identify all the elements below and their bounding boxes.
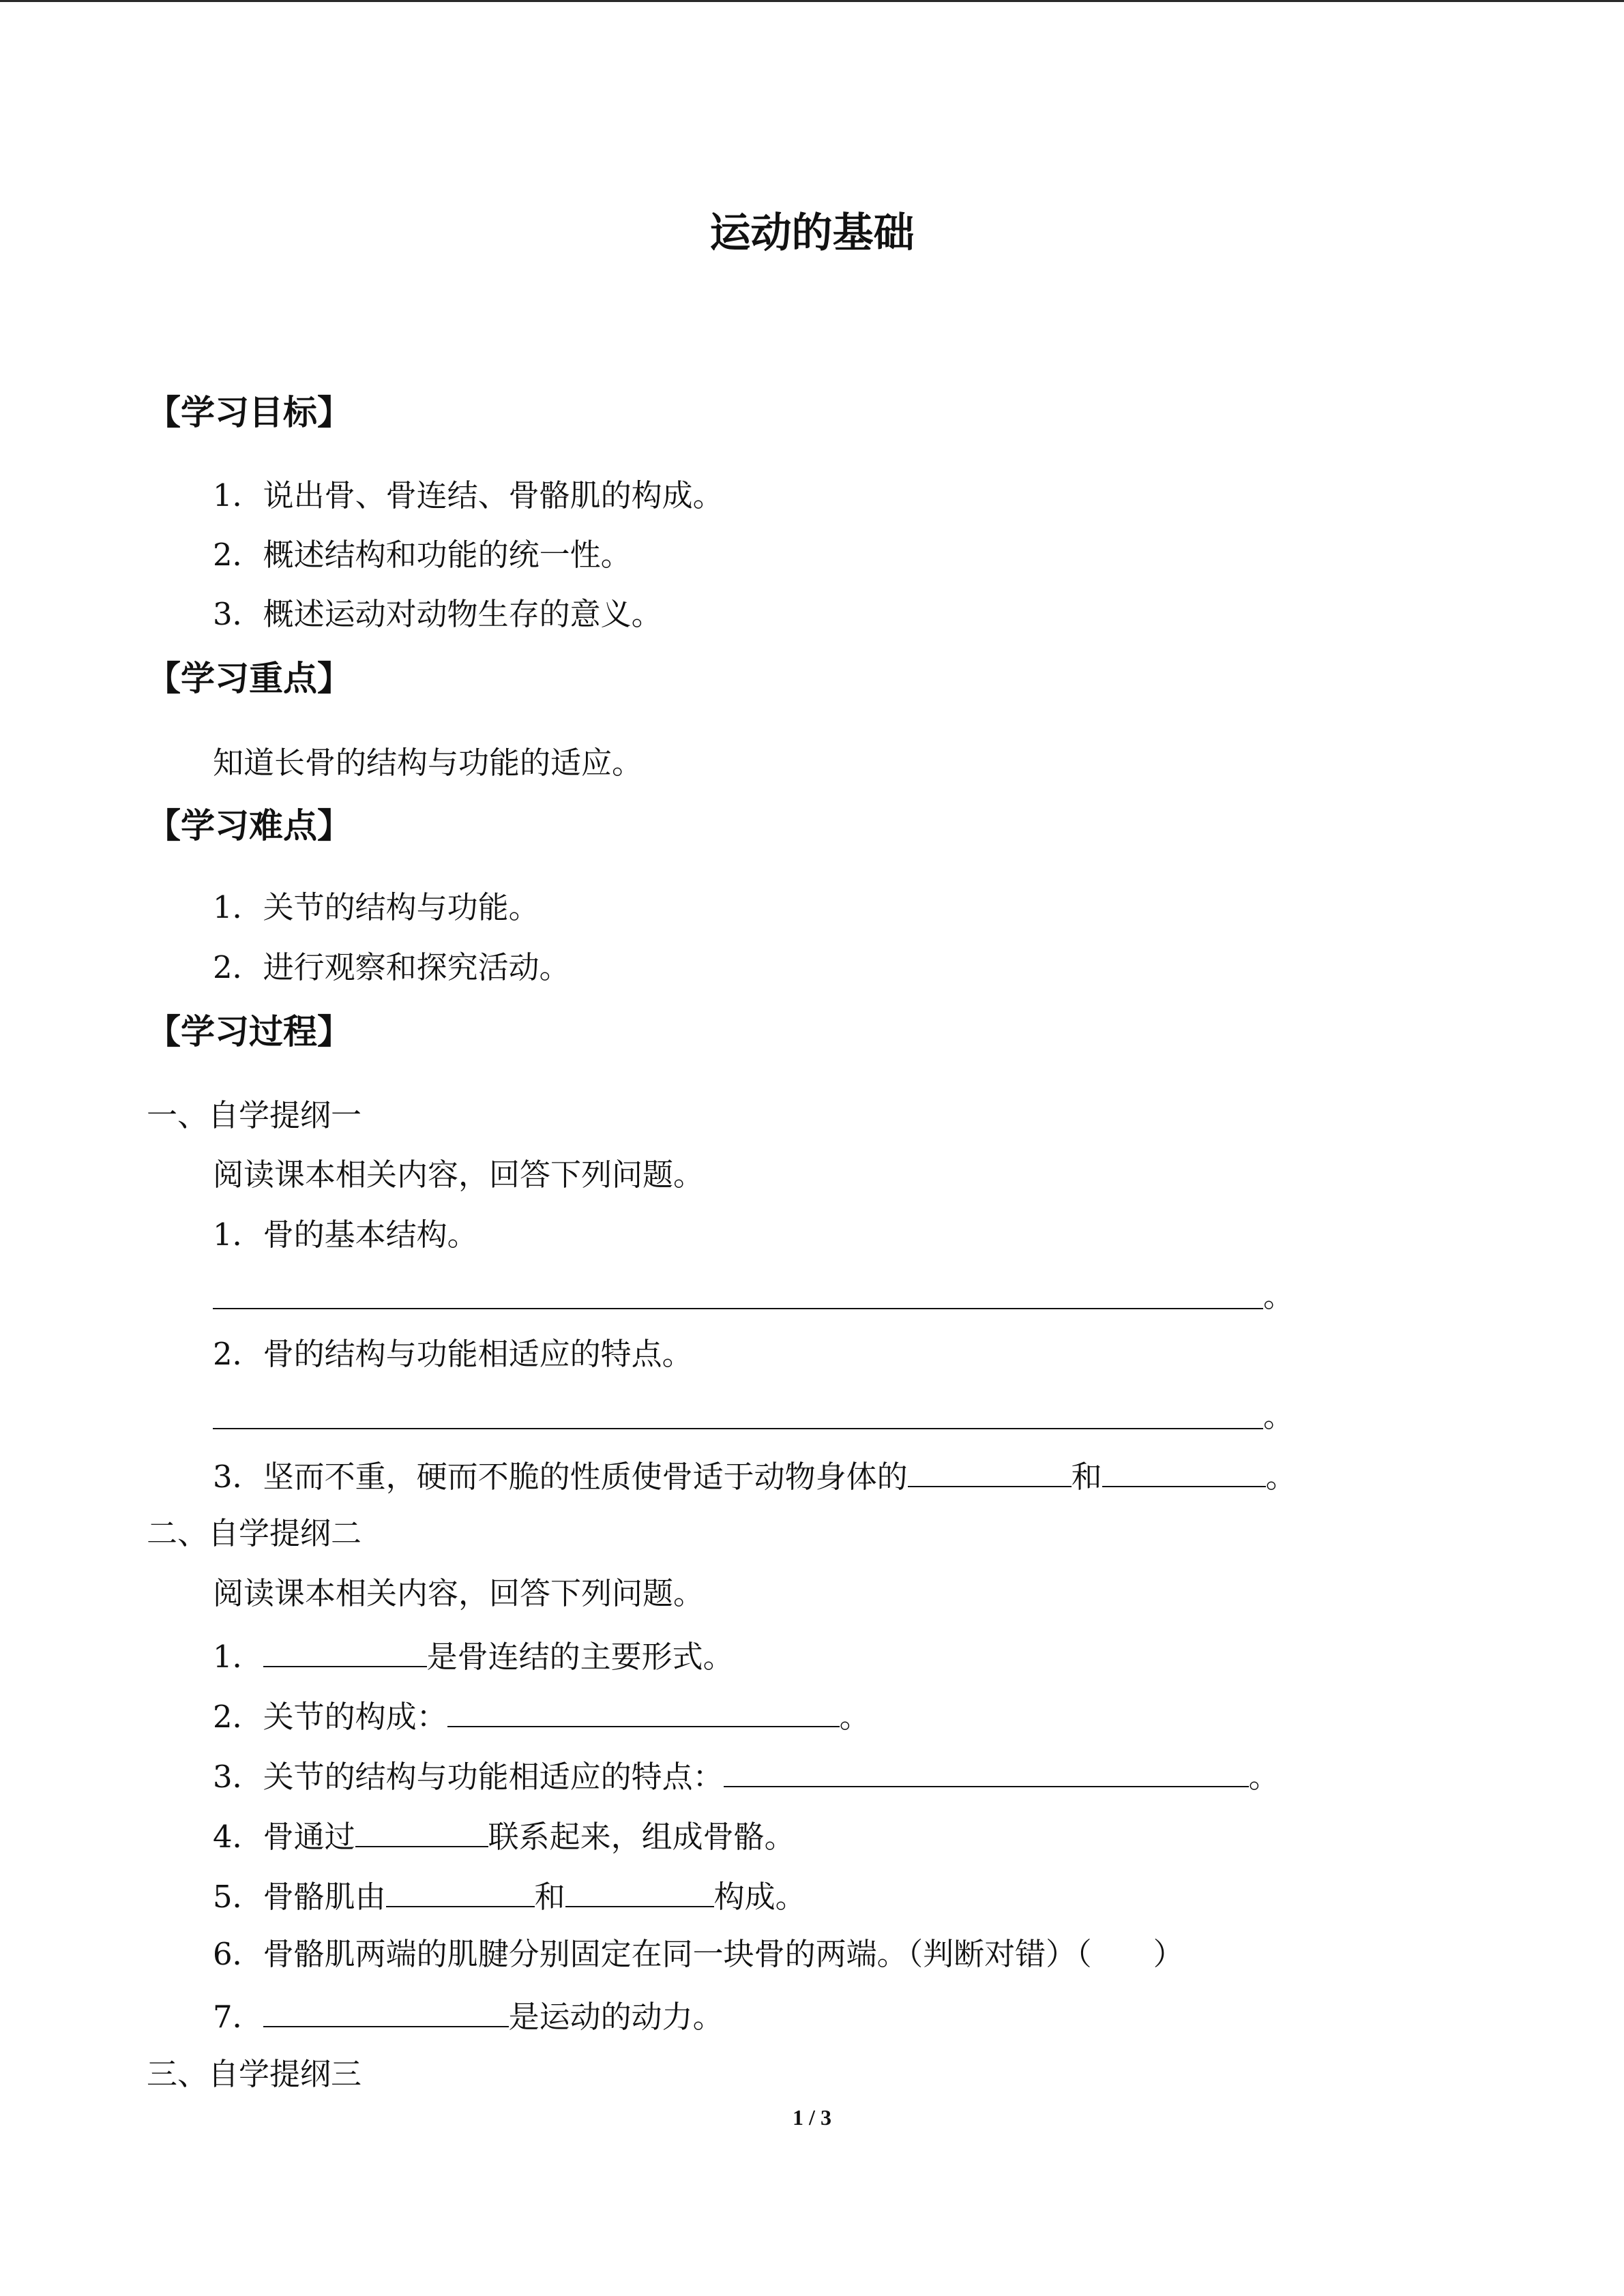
answer-blank-line-2[interactable] [213,1428,1263,1429]
q7-text: 是运动的动力。 [508,1999,724,2035]
q5-text-before: 5．骨骼肌由 [213,1879,386,1915]
outline-2-question-5 [213,1879,806,1915]
q5-text-end: 构成。 [713,1879,806,1915]
answer-line-1-period: 。 [1263,1278,1295,1314]
key-point-text: 知道长骨的结构与功能的适应。 [213,745,643,781]
q2-blank[interactable] [447,1699,840,1727]
outline-1-question-2: 2．骨的结构与功能相适应的特点。 [213,1336,693,1372]
outline-1-question-1: 1．骨的基本结构。 [213,1217,478,1253]
heading-process: 【学习过程】 [147,1012,351,1052]
q7-blank[interactable] [263,1999,509,2027]
q5-text-and: 和 [534,1879,565,1915]
heading-difficulties: 【学习难点】 [147,806,351,846]
q3-end: 。 [1248,1759,1280,1795]
outline-1-title: 一、自学提纲一 [147,1097,362,1133]
difficulty-item-2: 2．进行观察和探究活动。 [213,949,570,985]
objective-item-3: 3．概述运动对动物生存的意义。 [213,596,662,632]
outline-2-question-7 [213,1999,724,2035]
q2-text: 2．关节的构成： [213,1699,447,1735]
outline-2-intro: 阅读课本相关内容，回答下列问题。 [213,1575,705,1611]
answer-line-2-period: 。 [1263,1398,1295,1434]
q3-text: 3．关节的结构与功能相适应的特点： [213,1759,724,1795]
heading-objectives: 【学习目标】 [147,393,351,432]
q3-blank[interactable] [724,1759,1249,1787]
q3-blank-2[interactable] [1102,1459,1266,1487]
q3-text-and: 和 [1071,1459,1102,1495]
q3-text-before: 3．坚而不重，硬而不脆的性质使骨适于动物身体的 [213,1459,908,1495]
outline-2-question-2 [213,1699,870,1735]
outline-3-title: 三、自学提纲三 [147,2056,362,2092]
page-top-border [0,0,1624,2]
difficulty-item-1: 1．关节的结构与功能。 [213,889,540,925]
answer-blank-line-1[interactable] [213,1308,1263,1309]
objective-item-2: 2．概述结构和功能的统一性。 [213,537,632,573]
outline-1-question-3 [213,1459,1297,1495]
outline-2-question-1 [213,1639,734,1675]
q1-number: 1． [213,1639,263,1675]
outline-2-question-4 [213,1819,795,1855]
objective-item-1: 1．说出骨、骨连结、骨骼肌的构成。 [213,477,724,513]
q5-blank-2[interactable] [565,1879,714,1907]
q3-text-end: 。 [1265,1459,1297,1495]
q4-text-after: 联系起来，组成骨骼。 [488,1819,795,1855]
q1-text: 是骨连结的主要形式。 [426,1639,734,1675]
q1-blank[interactable] [263,1639,427,1667]
q3-blank-1[interactable] [908,1459,1072,1487]
q7-number: 7． [213,1999,263,2035]
outline-2-question-6: 6．骨骼肌两端的肌腱分别固定在同一块骨的两端。（判断对错）（ ） [213,1936,1184,1972]
outline-2-title: 二、自学提纲二 [147,1515,362,1551]
q5-blank-1[interactable] [386,1879,535,1907]
page-number: 1 / 3 [793,2105,831,2130]
q2-end: 。 [839,1699,870,1735]
outline-1-intro: 阅读课本相关内容，回答下列问题。 [213,1157,705,1193]
q4-blank[interactable] [355,1819,488,1847]
document-title: 运动的基础 [709,209,915,257]
heading-key-points: 【学习重点】 [147,659,351,698]
outline-2-question-3 [213,1759,1280,1795]
q4-text-before: 4．骨通过 [213,1819,355,1855]
